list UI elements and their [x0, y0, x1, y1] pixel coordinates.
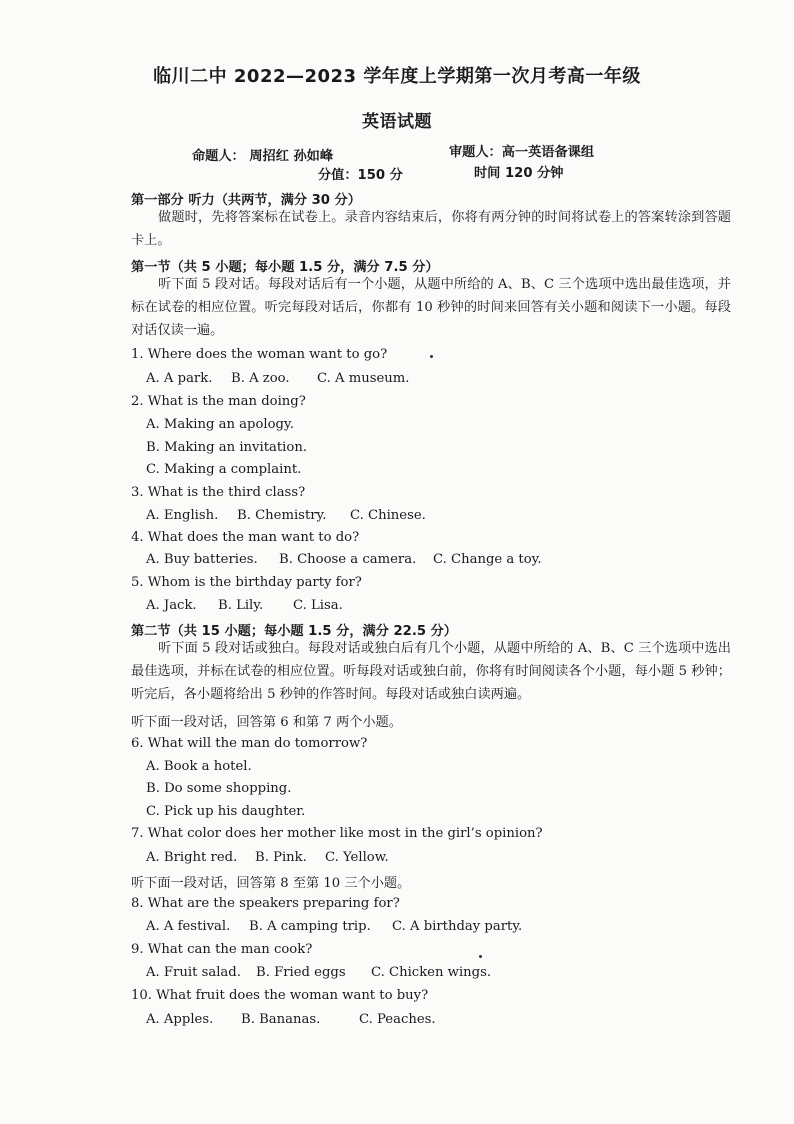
- option[interactable]: C. Chinese.: [350, 508, 426, 523]
- question-stem: 1. Where does the woman want to go?: [131, 347, 388, 362]
- question-stem: 2. What is the man doing?: [131, 394, 306, 409]
- exam-subtitle: 英语试题: [362, 112, 432, 132]
- option[interactable]: A. A park.: [146, 371, 213, 386]
- scan-speck: [479, 955, 482, 958]
- option[interactable]: C. Change a toy.: [433, 552, 542, 567]
- option[interactable]: B. A camping trip.: [249, 919, 371, 934]
- option[interactable]: B. Choose a camera.: [279, 552, 417, 567]
- question-stem: 7. What color does her mother like most in the girl’s opinion?: [131, 826, 543, 841]
- option[interactable]: C. Yellow.: [325, 850, 389, 865]
- section2-note: 听下面一段对话，回答第 8 至第 10 三个小题。: [131, 876, 411, 891]
- option-row: [146, 552, 542, 567]
- option[interactable]: C. Lisa.: [293, 598, 343, 613]
- option[interactable]: A. Bright red.: [146, 850, 238, 865]
- option[interactable]: A. Apples.: [146, 1012, 214, 1027]
- option-row: [146, 1012, 436, 1027]
- option[interactable]: A. English.: [146, 508, 219, 523]
- option-row: [146, 508, 426, 523]
- reviewer-line: 审题人：高一英语备课组: [449, 145, 595, 160]
- option[interactable]: A. Book a hotel.: [146, 759, 252, 774]
- option[interactable]: C. A birthday party.: [392, 919, 523, 934]
- option-row: [146, 371, 409, 386]
- option[interactable]: B. Pink.: [255, 850, 307, 865]
- question-stem: 4. What does the man want to do?: [131, 530, 360, 545]
- option[interactable]: A. Fruit salad.: [146, 965, 241, 980]
- author-line: 命题人： 周招红 孙如峰: [192, 149, 334, 164]
- scan-speck: [430, 355, 433, 358]
- option[interactable]: B. A zoo.: [231, 371, 290, 386]
- question-stem: 6. What will the man do tomorrow?: [131, 736, 368, 751]
- section2-heading: 第二节（共 15 小题；每小题 1.5 分，满分 22.5 分）: [131, 624, 457, 639]
- option-row: [146, 598, 343, 613]
- part1-intro: 做题时，先将答案标在试卷上。录音内容结束后，你将有两分钟的时间将试卷上的答案转涂到答题卡上。: [131, 210, 731, 248]
- option[interactable]: B. Lily.: [218, 598, 264, 613]
- exam-title: 临川二中 2022—2023 学年度上学期第一次月考高一年级: [153, 66, 641, 87]
- option[interactable]: A. A festival.: [146, 919, 231, 934]
- option[interactable]: C. A museum.: [317, 371, 410, 386]
- option-row: [146, 919, 522, 934]
- question-stem: 5. Whom is the birthday party for?: [131, 575, 362, 590]
- question-stem: 10. What fruit does the woman want to buy?: [131, 988, 429, 1003]
- section2-intro: 听下面 5 段对话或独白。每段对话或独白后有几个小题，从题中所给的 A、B、C 三个选项中选出最佳选项，并标在试卷的相应位置。听每段对话或独白前，你将有时间阅读各个小题，每小题 5 秒钟；听完后，各小题将给出 5 秒钟的作答时间。每段对话或独白读两遍。: [131, 641, 731, 702]
- option[interactable]: C. Peaches.: [359, 1012, 436, 1027]
- option[interactable]: B. Making an invitation.: [146, 440, 308, 455]
- part1-heading: 第一部分 听力（共两节，满分 30 分）: [131, 193, 361, 208]
- option[interactable]: C. Chicken wings.: [371, 965, 492, 980]
- option[interactable]: A. Making an apology.: [146, 417, 294, 432]
- section2-note: 听下面一段对话，回答第 6 和第 7 两个小题。: [131, 715, 402, 730]
- option[interactable]: B. Do some shopping.: [146, 781, 292, 796]
- question-stem: 8. What are the speakers preparing for?: [131, 896, 400, 911]
- option[interactable]: B. Fried eggs: [256, 965, 346, 980]
- option[interactable]: B. Chemistry.: [237, 508, 327, 523]
- option[interactable]: A. Jack.: [146, 598, 197, 613]
- option-row: [146, 850, 389, 865]
- score-line: 分值：150 分: [318, 168, 403, 183]
- time-line: 时间 120 分钟: [474, 166, 564, 181]
- option[interactable]: C. Pick up his daughter.: [146, 804, 306, 819]
- question-stem: 9. What can the man cook?: [131, 942, 313, 957]
- option[interactable]: A. Buy batteries.: [146, 552, 258, 567]
- section1-intro: 听下面 5 段对话。每段对话后有一个小题，从题中所给的 A、B、C 三个选项中选出最佳选项，并标在试卷的相应位置。听完每段对话后，你都有 10 秒钟的时间来回答有关小题和阅读下一小题。每段对话仅读一遍。: [131, 277, 731, 338]
- option[interactable]: C. Making a complaint.: [146, 462, 302, 477]
- option-row: [146, 965, 491, 980]
- question-stem: 3. What is the third class?: [131, 485, 306, 500]
- option[interactable]: B. Bananas.: [241, 1012, 321, 1027]
- section1-heading: 第一节（共 5 小题；每小题 1.5 分，满分 7.5 分）: [131, 260, 439, 275]
